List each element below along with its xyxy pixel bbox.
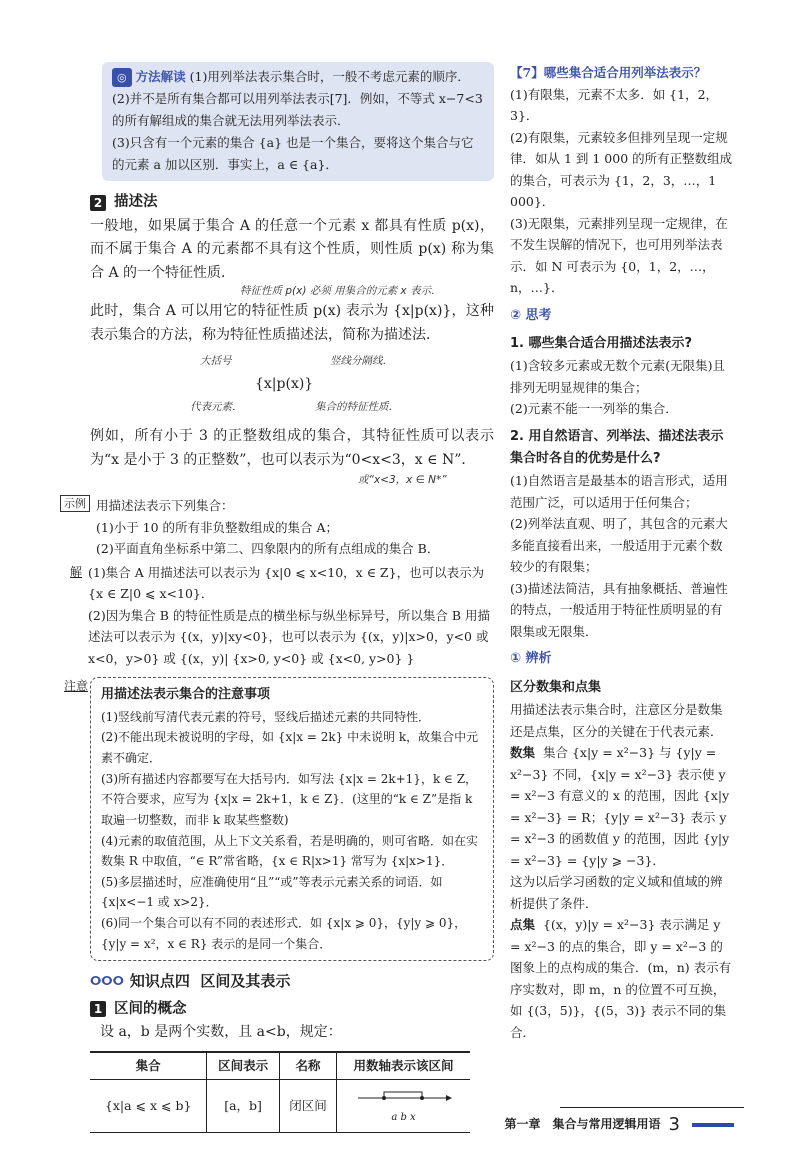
answer-2: (2)因为集合 B 的特征性质是点的横坐标与纵坐标异号，所以集合 B 用描述法可以表示为 {(x，y)|xy<0}，也可以表示为 {(x，y)|x>0，y<0 或 x<0，y>0} 或 {(x，y)| {x>0, y<0} 或 {x<0, y>0} } (88, 607, 490, 666)
table-header: 名称 (279, 1052, 336, 1080)
notice-item-3: (3)所有描述内容都要写在大括号内．如写法 {x|x = 2k+1}，k ∈ Z，不符合要求，应写为 {x|x = 2k+1，k ∈ Z}．(这里的“k ∈ Z”是指 k 取遍一切整数，而非 k 取某些整数) (101, 771, 478, 827)
table-header: 用数轴表示该区间 (337, 1052, 470, 1080)
think-heading (510, 305, 734, 327)
table-row (90, 1079, 470, 1132)
method-item-2: (2)并不是所有集合都可以用列举法表示[7]．例如，不等式 x−7<3 的所有解组成的集合就无法用列举法表示． (112, 90, 483, 128)
analysis-icon: ① (510, 651, 522, 667)
table-cell: {x|a ⩽ x ⩽ b} (90, 1079, 207, 1132)
interval-intro: 设 a，b 是两个实数，且 a<b，规定： (100, 1024, 342, 1041)
notice-item-6: (6)同一个集合可以有不同的表述形式．如 {x|x ⩾ 0}，{y|y ⩾ 0}，{y|y = x²，x ∈ R} 表示的是同一个集合． (101, 916, 467, 951)
interval-table (90, 1051, 470, 1134)
think-q2-item-3: (3)描述法简洁，具有抽象概括、普遍性的特点，一般适用于特征性质明显的有限集或无限集． (510, 580, 728, 639)
think-q1: 1. 哪些集合适合用描述法表示? (510, 335, 693, 351)
numset-extra: 这为以后学习函数的定义域和值域的辨析提供了条件． (510, 874, 723, 911)
footer-bar (692, 1123, 734, 1127)
page-footer (505, 1110, 734, 1139)
section-heading (90, 191, 494, 214)
knowledge-point-label: 知识点四 (129, 972, 190, 991)
drops-icon: ⵔⵔⵔ (90, 973, 124, 988)
analysis-title: 辨析 (525, 651, 552, 667)
method-box (102, 62, 494, 181)
note7-item-1: (1)有限集，元素不太多．如 {1，2，3}． (510, 86, 719, 123)
answer-tag: 解 (70, 564, 83, 579)
notice-title: 用描述法表示集合的注意事项 (101, 687, 271, 703)
numset-label: 数集 (510, 745, 536, 761)
table-header-row (90, 1052, 470, 1080)
interval-section-title: 区间的概念 (114, 1000, 187, 1017)
think-icon: ② (510, 307, 522, 323)
method-badge-icon: ◎ (112, 68, 132, 87)
example-q1: (1)小于 10 的所有非负整数组成的集合 A； (96, 519, 339, 535)
bar-label: 竖线分隔线． (330, 355, 393, 368)
analysis-paragraph: 用描述法表示集合时，注意区分是数集还是点集，区分的关键在于代表元素． (510, 702, 723, 739)
method-item-1: (1)用列举法表示集合时，一般不考虑元素的顺序． (189, 69, 470, 84)
notice-item-2: (2)不能出现未被说明的字母，如 {x|x = 2k} 中未说明 k，故集合中元素不确定． (101, 730, 479, 766)
handwritten-note: 特征性质 p(x) 必须 用集合的元素 x 表示． (240, 285, 442, 298)
example-q2: (2)平面直角坐标系中第二、四象限内的所有点组成的集合 B． (96, 541, 440, 557)
think-q2: 2. 用自然语言、列举法、描述法表示集合时各自的优势是什么? (510, 428, 724, 467)
chapter-title: 第一章 集合与常用逻辑用语 (504, 1116, 661, 1131)
example-tag: 示例 (60, 495, 90, 512)
analysis-subtitle: 区分数集和点集 (510, 679, 602, 695)
table-cell: [a，b] (207, 1079, 280, 1132)
think-q2-item-2: (2)列举法直观、明了，其包含的元素大多能直接看出来，一般适用于元素个数较少的有限集； (510, 516, 728, 575)
section-number: 2 (90, 195, 106, 211)
number-line-icon (354, 1086, 454, 1108)
example-paragraph: 例如，所有小于 3 的正整数组成的集合，其特征性质可以表示为“x 是小于 3 的正整数”，也可以表示为“0<x<3，x ∈ N”． (90, 428, 494, 468)
description-paragraph: 此时，集合 A 可以用它的特征性质 p(x) 表示为 {x|p(x)}，这种表示集合的方法，称为特征性质描述法，简称为描述法． (90, 303, 494, 343)
think-q1-item-2: (2)元素不能一一列举的集合． (510, 401, 678, 417)
section-title: 描述法 (114, 194, 158, 211)
set-notation: {x|p(x)} (255, 376, 314, 393)
knowledge-point-heading (90, 969, 494, 993)
interval-section-number: 1 (90, 1001, 106, 1017)
notice-tag: 注意 (64, 679, 89, 694)
notice-box (90, 677, 494, 961)
definition-paragraph: 一般地，如果属于集合 A 的任意一个元素 x 都具有性质 p(x)，而不属于集合 A 的元素都不具有这个性质，则性质 p(x) 称为集合 A 的一个特征性质． (90, 217, 494, 281)
page-number: 3 (668, 1114, 680, 1135)
method-item-3: (3)只含有一个元素的集合 {a} 也是一个集合，要将这个集合与它的元素 a 加以区别．事实上，a ∈ {a}． (112, 134, 474, 172)
table-header: 集合 (90, 1052, 207, 1080)
note7-item-3: (3)无限集，元素排列呈现一定规律，在不发生误解的情况下，也可用列举法表示．如 N 可表示为 {0，1，2，…，n，…}． (510, 215, 728, 295)
number-line-labels: a b x (391, 1112, 416, 1124)
number-line-cell (337, 1079, 470, 1132)
footer-rule (560, 1107, 744, 1108)
analysis-heading (510, 648, 734, 670)
answer-block (70, 562, 494, 670)
property-label: 集合的特征性质． (315, 401, 399, 414)
notice-item-1: (1)竖线前写清代表元素的符号，竖线后描述元素的共同特性． (101, 709, 431, 724)
knowledge-point-title: 区间及其表示 (200, 972, 291, 991)
example-question: 用描述法表示下列集合： (96, 498, 234, 514)
answer-1: (1)集合 A 用描述法可以表示为 {x|0 ⩽ x<10，x ∈ Z}，也可以表示为 {x ∈ Z|0 ⩽ x<10}． (88, 564, 485, 602)
braces-label: 大括号 (200, 355, 232, 368)
table-cell: 闭区间 (279, 1079, 336, 1132)
think-q1-item-1: (1)含较多元素或无数个元素(无限集)且排列无明显规律的集合； (510, 358, 725, 395)
left-column (64, 62, 494, 1133)
note7-title: 【7】哪些集合适合用列举法表示？ (510, 65, 707, 80)
right-column (510, 62, 734, 1043)
think-q2-item-1: (1)自然语言是最基本的语言形式，适用范围广泛，可以适用于任何集合； (510, 473, 728, 510)
element-label: 代表元素． (190, 401, 243, 414)
numset-text: 集合 {x|y = x²−3} 与 {y|y = x²−3} 不同，{x|y = x²−3} 表示使 y = x²−3 有意义的 x 的范围，因此 {x|y = x²−3} = R；{y|y = x²−3} 表示 y = x²−3 的函数值 y 的范围，因此 {y|y = x²−3} = {y|y ⩾ −3}． (510, 745, 730, 868)
pointset-label: 点集 (510, 917, 536, 933)
interval-section-heading (90, 998, 494, 1021)
notation-diagram (90, 351, 494, 421)
notice-item-4: (4)元素的取值范围，从上下文关系看，若是明确的，则可省略．如在实数集 R 中取值，“∈ R”常省略，{x ∈ R|x>1} 常写为 {x|x>1}． (101, 833, 479, 869)
note7-item-2: (2)有限集，元素较多但排列呈现一定规律．如从 1 到 1 000 的所有正整数组成的集合，可表示为 {1，2，3，…，1 000}． (510, 129, 733, 209)
notice-item-5: (5)多层描述时，应准确使用“且”“或”等表示元素关系的词语．如 {x|x<−1 或 x>2}． (101, 874, 443, 910)
table-header: 区间表示 (207, 1052, 280, 1080)
pointset-text: {(x，y)|y = x²−3} 表示满足 y = x²−3 的点的集合，即 y = x²−3 的图象上的点构成的集合．(m，n) 表示有序实数对，即 m，n 的位置不可互换，如 {(3，5)}，{(5，3)} 表示不同的集合． (510, 917, 732, 1040)
pointset-paragraph (510, 914, 734, 1043)
example-block (64, 495, 494, 560)
example-note: 或“x<3，x ∈ N*” (358, 474, 447, 487)
method-box-title: 方法解读 (135, 69, 186, 84)
think-title: 思考 (525, 307, 552, 323)
numset-paragraph (510, 742, 734, 871)
